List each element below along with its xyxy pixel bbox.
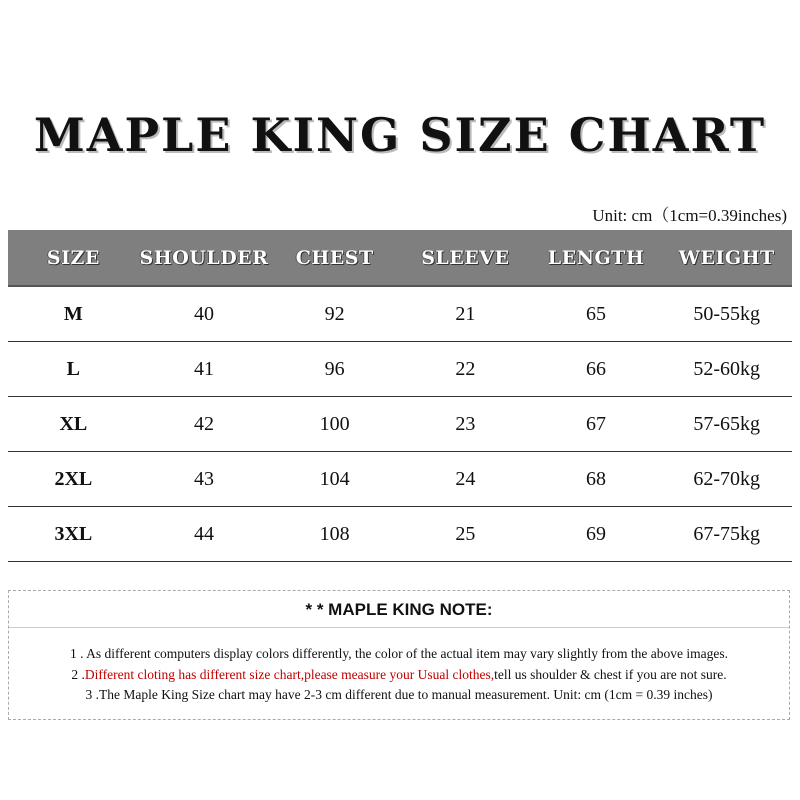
cell-length: 67 xyxy=(586,412,607,435)
header-sleeve: SLEEVE xyxy=(421,246,510,269)
header-size: SIZE xyxy=(46,246,100,269)
cell-chest: 104 xyxy=(319,467,350,490)
table-header xyxy=(8,230,792,287)
cell-weight: 62-70kg xyxy=(693,467,761,490)
cell-length: 66 xyxy=(586,357,607,380)
cell-sleeve: 25 xyxy=(455,522,476,545)
cell-weight: 67-75kg xyxy=(693,522,761,545)
header-shoulder: SHOULDER xyxy=(139,246,269,269)
cell-shoulder: 44 xyxy=(194,522,214,545)
cell-size: M xyxy=(63,302,83,325)
cell-sleeve: 21 xyxy=(455,302,476,325)
cell-shoulder: 41 xyxy=(194,357,214,380)
cell-chest: 96 xyxy=(324,357,345,380)
note-title: * * MAPLE KING NOTE: xyxy=(9,591,789,628)
header-length: LENGTH xyxy=(547,246,645,269)
cell-sleeve: 23 xyxy=(455,412,476,435)
cell-weight: 57-65kg xyxy=(693,412,761,435)
cell-size: 2XL xyxy=(54,467,93,490)
cell-sleeve: 24 xyxy=(455,467,476,490)
note-line-2-warning: Different cloting has different size chart,please measure your Usual clothes, xyxy=(84,666,495,682)
cell-size: 3XL xyxy=(54,522,93,545)
cell-weight: 50-55kg xyxy=(693,302,761,325)
note-box xyxy=(8,590,790,720)
cell-size: XL xyxy=(59,412,88,435)
cell-size: L xyxy=(66,357,80,380)
table-row xyxy=(8,342,792,397)
note-line-1: 1 . As different computers display colors differently, the color of the actual item may vary slightly from the above images. xyxy=(69,646,729,661)
note-line-2-prefix: 2 . xyxy=(71,666,85,682)
size-table xyxy=(8,230,792,562)
cell-shoulder: 43 xyxy=(194,467,214,490)
page-title: MAPLE KING SIZE CHART xyxy=(33,108,767,162)
table-row xyxy=(8,287,792,342)
cell-chest: 92 xyxy=(324,302,345,325)
note-line-2 xyxy=(9,665,789,686)
cell-shoulder: 42 xyxy=(194,412,214,435)
unit-label: Unit: cm（1cm=0.39inches) xyxy=(592,206,787,225)
note-line-3: 3 .The Maple King Size chart may have 2-3 cm different due to manual measurement. Unit: cm (1cm = 0.39 inches) xyxy=(85,687,713,702)
cell-shoulder: 40 xyxy=(194,302,214,325)
cell-length: 68 xyxy=(586,467,607,490)
cell-weight: 52-60kg xyxy=(693,357,761,380)
cell-chest: 100 xyxy=(319,412,350,435)
note-line-2-rest: tell us shoulder & chest if you are not sure. xyxy=(494,666,727,682)
cell-sleeve: 22 xyxy=(455,357,476,380)
cell-chest: 108 xyxy=(319,522,350,545)
note-lines xyxy=(9,628,789,706)
cell-length: 65 xyxy=(586,302,607,325)
table-row xyxy=(8,397,792,452)
table-row xyxy=(8,507,792,562)
table-row xyxy=(8,452,792,507)
header-chest: CHEST xyxy=(295,246,374,269)
header-weight: WEIGHT xyxy=(678,246,775,269)
cell-length: 69 xyxy=(586,522,607,545)
